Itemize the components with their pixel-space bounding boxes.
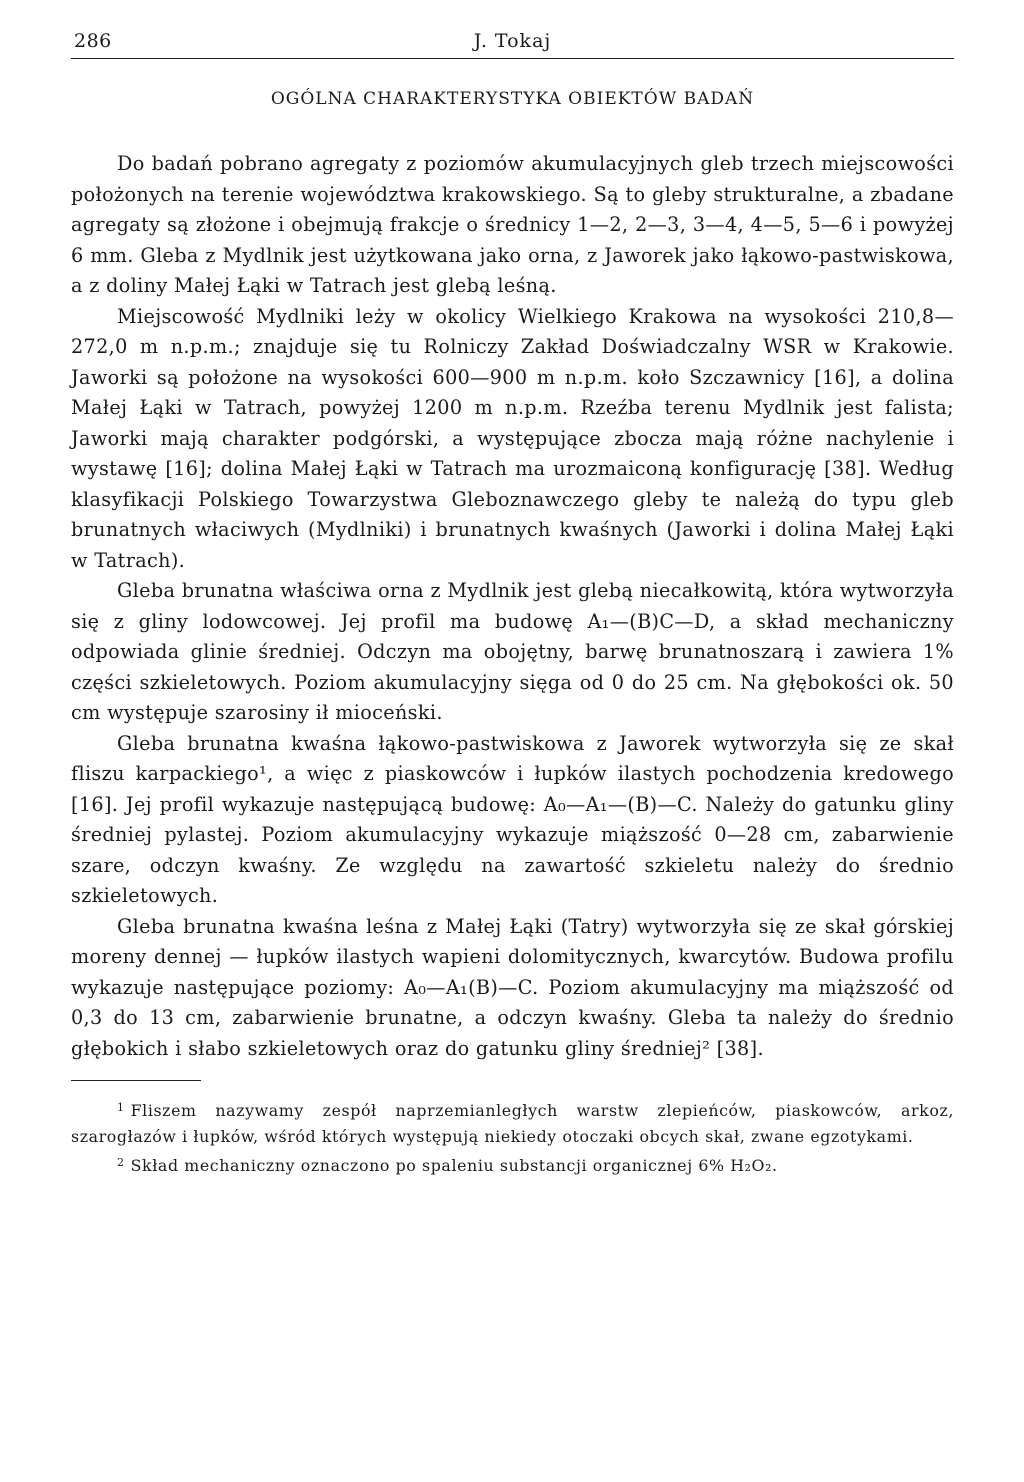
paragraph-4: Gleba brunatna kwaśna łąkowo-pastwiskowa z Jaworek wytworzyła się ze skał fliszu karpackiego¹, a więc z piaskowców i łupków ilastych pochodzenia kredowego [16]. Jej profil wykazuje następującą budowę: A₀—A₁—(B)—C. Należy do gatunku gliny średniej pylastej. Poziom akumulacyjny wykazuje miąższość 0—28 cm, zabarwienie szare, odczyn kwaśny. Ze względu na zawartość szkieletu należy do średnio szkieletowych.	[71, 731, 954, 907]
footnote-1	[71, 1095, 954, 1150]
footnote-2-text: Skład mechaniczny oznaczono po spaleniu substancji organicznej 6% H₂O₂.	[130, 1155, 778, 1175]
footnote-2	[71, 1150, 954, 1179]
page-header	[71, 0, 954, 59]
paragraph-2: Miejscowość Mydlniki leży w okolicy Wielkiego Krakowa na wysokości 210,8—272,0 m n.p.m.; znajduje się tu Rolniczy Zakład Doświadczalny WSR w Krakowie. Jaworki są położone na wysokości 600—900 m n.p.m. koło Szczawnicy [16], a dolina Małej Łąki w Tatrach, powyżej 1200 m n.p.m. Rzeźba terenu Mydlnik jest falista; Jaworki mają charakter podgórski, a występujące zbocza mają różne nachylenie i wystawę [16]; dolina Małej Łąki w Tatrach ma urozmaiconą konfigurację [38]. Według klasyfikacji Polskiego Towarzystwa Gleboznawczego gleby te należą do typu gleb brunatnych właciwych (Mydlniki) i brunatnych kwaśnych (Jaworki i dolina Małej Łąki w Tatrach).	[71, 304, 954, 572]
running-head: J. Tokaj	[473, 30, 552, 52]
footnote-2-mark: 2	[117, 1155, 125, 1169]
footnotes	[71, 1095, 954, 1178]
page-number: 286	[74, 30, 112, 52]
paragraph-5: Gleba brunatna kwaśna leśna z Małej Łąki (Tatry) wytworzyła się ze skał górskiej moreny dennej — łupków ilastych wapieni dolomitycznych, kwarcytów. Budowa profilu wykazuje następujące poziomy: A₀—A₁(B)—C. Poziom akumulacyjny ma miąższość od 0,3 do 13 cm, zabarwienie brunatne, a odczyn kwaśny. Gleba ta należy do średnio głębokich i słabo szkieletowych oraz do gatunku gliny średniej² [38].	[71, 914, 954, 1060]
paragraph-3: Gleba brunatna właściwa orna z Mydlnik jest glebą niecałkowitą, która wytworzyła się z gliny lodowcowej. Jej profil ma budowę A₁—(B)C—D, a skład mechaniczny odpowiada glinie średniej. Odczyn ma obojętny, barwę brunatnoszarą i zawiera 1% części szkieletowych. Poziom akumulacyjny sięga od 0 do 25 cm. Na głębokości ok. 50 cm występuje szarosiny ił mioceński.	[71, 579, 954, 724]
footnote-1-mark: 1	[117, 1101, 125, 1114]
paragraph-1: Do badań pobrano agregaty z poziomów akumulacyjnych gleb trzech miejscowości położonych na terenie województwa krakowskiego. Są to gleby strukturalne, a zbadane agregaty są złożone i obejmują frakcje o średnicy 1—2, 2—3, 3—4, 4—5, 5—6 i powyżej 6 mm. Gleba z Mydlnik jest użytkowana jako orna, z Jaworek jako łąkowo-pastwiskowa, a z doliny Małej Łąki w Tatrach jest glebą leśną.	[71, 152, 954, 297]
section-title: OGÓLNA CHARAKTERYSTYKA OBIEKTÓW BADAŃ	[270, 89, 755, 109]
footnote-divider	[71, 1080, 201, 1081]
body-text	[71, 149, 954, 1064]
footnote-1-text: Fliszem nazywamy zespół naprzemianległych warstw zlepieńców, piaskowców, arkoz, szarogłazów i łupków, wśród których występują niekiedy otoczaki obcych skał, zwane egzotykami.	[71, 1101, 954, 1146]
